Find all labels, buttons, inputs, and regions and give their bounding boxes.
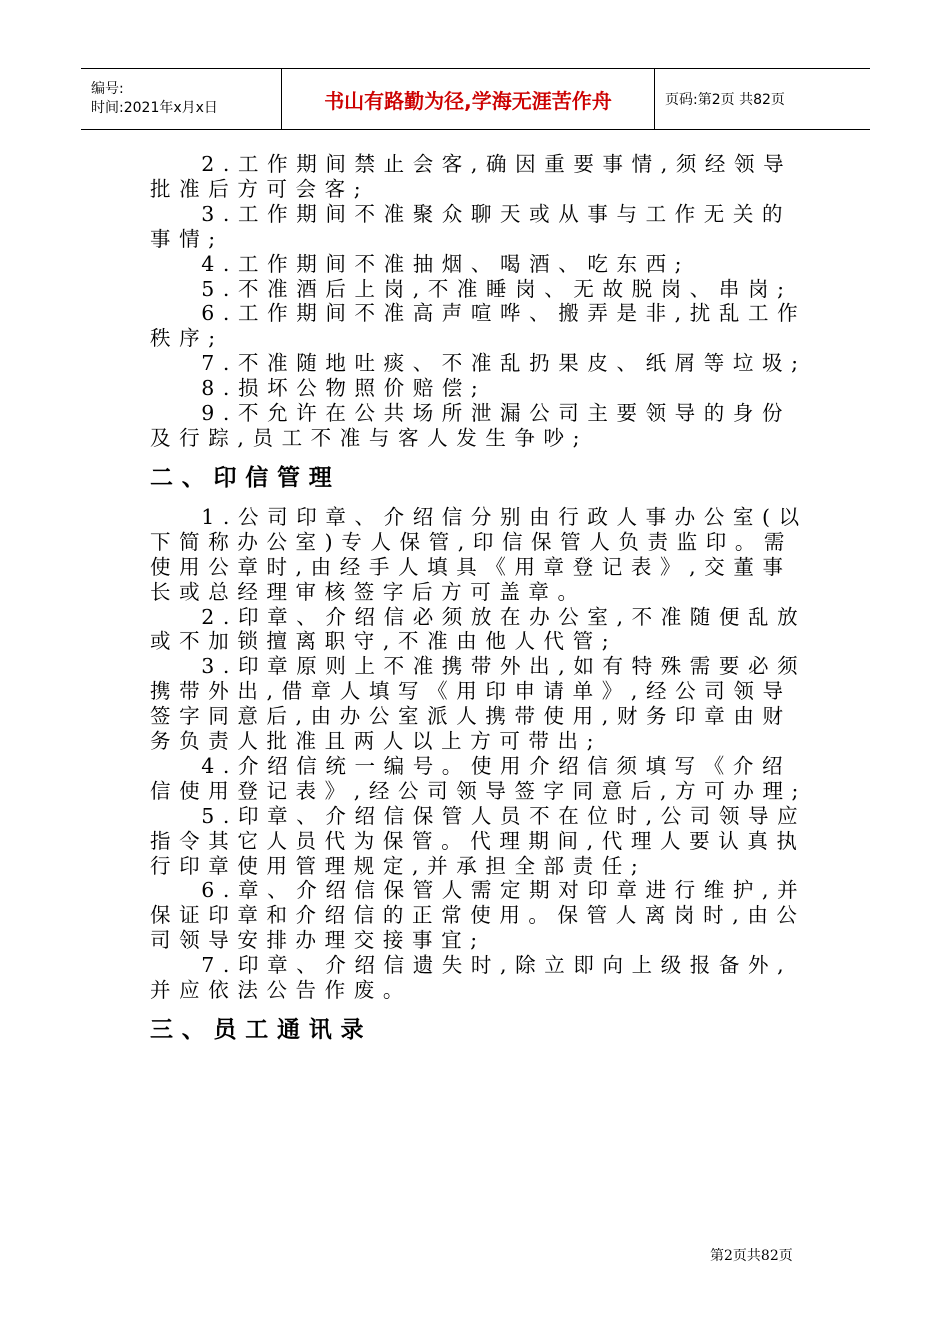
document-body — [150, 152, 810, 1057]
header-page-number: 页码:第2页 共82页 — [665, 92, 785, 108]
seal-rule-1: 1.公司印章、介绍信分别由行政人事办公室(以下简称办公室)专人保管,印信保管人负责监印。需使用公章时,由经手人填具《用章登记表》,交董事长或总经理审核签字后方可盖章。 — [150, 504, 808, 604]
page-footer: 第2页共82页 — [710, 1248, 793, 1264]
seal-rule-7: 7.印章、介绍信遗失时,除立即向上级报备外,并应依法公告作废。 — [150, 953, 793, 1003]
section-heading-seal-management: 二、印信管理 — [150, 464, 341, 491]
rule-6: 6.工作期间不准高声喧哗、搬弄是非,扰乱工作秩序; — [150, 301, 807, 351]
header-motto: 书山有路勤为径,学海无涯苦作舟 — [282, 69, 655, 129]
seal-rule-4: 4.介绍信统一编号。使用介绍信须填写《介绍信使用登记表》,经公司领导签字同意后,方可办理; — [150, 753, 808, 803]
seal-rule-2: 2.印章、介绍信必须放在办公室,不准随便乱放或不加锁擅离职守,不准由他人代管; — [150, 604, 807, 654]
rule-4: 4.工作期间不准抽烟、喝酒、吃东西; — [201, 251, 691, 276]
header-meta — [81, 69, 282, 129]
rule-7: 7.不准随地吐痰、不准乱扔果皮、纸屑等垃圾; — [201, 351, 807, 376]
page-header — [81, 68, 870, 130]
section-heading-staff-directory: 三、员工通讯录 — [150, 1017, 373, 1043]
document-number-label: 编号: — [91, 81, 124, 97]
rule-3: 3.工作期间不准聚众聊天或从事与工作无关的事情; — [150, 201, 792, 251]
rule-8: 8.损坏公物照价赔偿; — [201, 376, 487, 401]
seal-rule-5: 5.印章、介绍信保管人员不在位时,公司领导应指令其它人员代为保管。代理期间,代理人要认真执行印章使用管理规定,并承担全部责任; — [150, 803, 807, 878]
rule-5: 5.不准酒后上岗,不准睡岗、无故脱岗、串岗; — [201, 276, 793, 301]
document-time-label: 时间:2021年x月x日 — [91, 100, 218, 116]
seal-rule-3: 3.印章原则上不准携带外出,如有特殊需要必须携带外出,借章人填写《用印申请单》,经公司领导签字同意后,由办公室派人携带使用,财务印章由财务负责人批准且两人以上方可带出; — [150, 654, 807, 754]
rule-2: 2.工作期间禁止会客,确因重要事情,须经领导批准后方可会客; — [150, 152, 793, 201]
rule-9: 9.不允许在公共场所泄漏公司主要领导的身份及行踪,员工不准与客人发生争吵; — [150, 401, 792, 450]
seal-rule-6: 6.章、介绍信保管人需定期对印章进行维护,并保证印章和介绍信的正常使用。保管人离岗时,由公司领导安排办理交接事宜; — [150, 878, 807, 953]
